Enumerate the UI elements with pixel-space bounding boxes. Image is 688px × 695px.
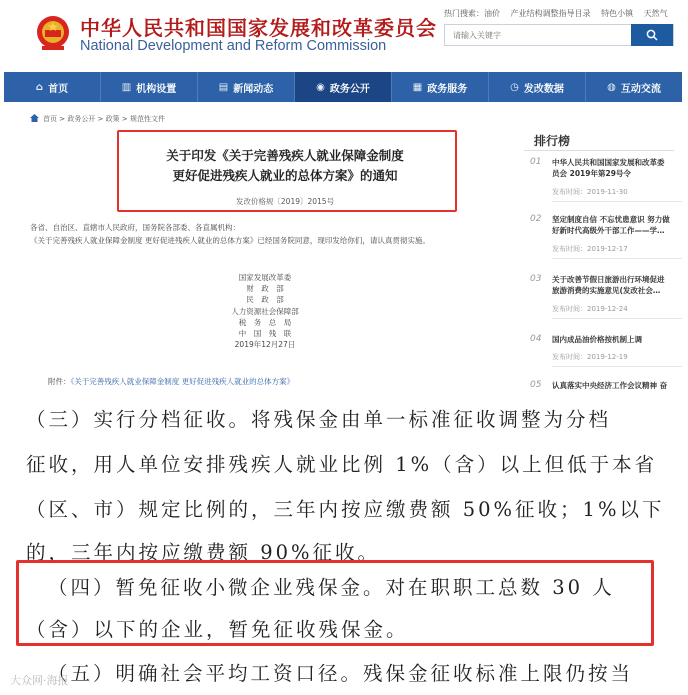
rank-date: 发布时间：2019-12-24: [552, 305, 628, 313]
nav-label: 互动交流: [620, 83, 661, 95]
nav-gov-affairs[interactable]: [295, 72, 392, 102]
service-icon: ▦: [412, 81, 423, 93]
home-icon[interactable]: [30, 114, 39, 122]
search-input[interactable]: [445, 25, 635, 45]
attachment-label: 附件：: [48, 377, 71, 386]
rank-headline: 中华人民共和国国家发展和改革委 员会 2019年第29号令: [552, 158, 665, 178]
nav-services[interactable]: [392, 72, 489, 102]
site-header: [0, 0, 688, 68]
title-line: 更好促进残疾人就业的总体方案》的通知: [172, 168, 398, 183]
search-box: [444, 24, 674, 46]
highlight-box-title: [117, 130, 457, 212]
building-icon: ▥: [121, 81, 132, 93]
rank-separator: [552, 258, 682, 259]
signature-line: 民 政 部: [246, 295, 284, 305]
rank-date: 发布时间：2019-11-30: [552, 188, 628, 196]
rank-separator: [552, 318, 682, 319]
ranking-divider: [524, 150, 674, 151]
site-name-cn: 中华人民共和国国家发展和改革委员会: [80, 16, 437, 40]
zoom-text-line: （三）实行分档征收。将残保金由单一标准征收调整为分档: [26, 408, 612, 431]
doc-number: 发改价格规〔2019〕2015号: [235, 197, 335, 206]
addressee: 各省、自治区、直辖市人民政府，国务院各部委、各直属机构：: [30, 223, 240, 232]
ranking-title: 排行榜: [534, 134, 571, 148]
rank-date: 发布时间：2019-12-19: [552, 353, 628, 361]
signature-line: 国家发展改革委: [238, 273, 292, 282]
hot-link[interactable]: 热门搜索：油价: [444, 9, 500, 18]
nav-news[interactable]: [198, 72, 295, 102]
attachment: [48, 376, 294, 387]
site-name-en: National Development and Reform Commission: [80, 38, 387, 54]
national-emblem-icon: [36, 14, 70, 52]
hot-link[interactable]: 天然气: [643, 9, 668, 18]
hot-search-links: [444, 8, 676, 19]
nav-label: 机构设置: [136, 83, 177, 95]
rank-separator: [552, 366, 682, 367]
rank-date: 发布时间：2019-12-17: [552, 245, 628, 253]
zoom-text-line: 的，三年内按应缴费额 90%征收。: [26, 541, 381, 564]
rank-number: 03: [530, 274, 542, 284]
search-icon: [646, 29, 658, 41]
title-line: 关于印发《关于完善残疾人就业保障金制度: [166, 148, 404, 163]
zoom-text-line: 征收，用人单位安排残疾人就业比例 1%（含）以上但低于本省: [26, 453, 658, 476]
nav-organization[interactable]: [101, 72, 198, 102]
rank-headline: 认真落实中央经济工作会议精神 奋: [552, 381, 668, 390]
rank-headline: 关于改善节假日旅游出行环境促进 旅游消费的实施意见(发改社会…: [552, 275, 665, 295]
breadcrumb: [30, 114, 165, 124]
rank-headline: 坚定制度自信 不忘忧患意识 努力做 好新时代高级外干部工作——学…: [552, 215, 670, 235]
signature-line: 财 政 部: [246, 284, 284, 294]
home-icon: ⌂: [35, 81, 44, 93]
rank-number: 02: [530, 214, 542, 224]
highlight-box-paragraph: [16, 560, 654, 646]
rank-number: 04: [530, 334, 542, 344]
zoom-text-line: （五）明确社会平均工资口径。残保金征收标准上限仍按当: [48, 662, 634, 685]
main-nav: [4, 72, 682, 102]
rank-number: 01: [530, 157, 542, 167]
attachment-link[interactable]: 《关于完善残疾人就业保障金制度 更好促进残疾人就业的总体方案》: [70, 377, 295, 386]
signature-line: 中 国 残 联: [238, 329, 292, 339]
rank-headline: 国内成品油价格按机制上调: [552, 335, 642, 344]
article-body: 《关于完善残疾人就业保障金制度 更好促进残疾人就业的总体方案》已经国务院同意，现印发给你们，请认真贯彻实施。: [30, 236, 430, 245]
zoom-text-line-highlighted: （四）暂免征收小微企业残保金。对在职职工总数 30 人: [48, 576, 615, 599]
nav-home[interactable]: [4, 72, 101, 102]
nav-label: 政务服务: [427, 83, 468, 95]
document-icon: ◉: [316, 81, 325, 93]
rank-number: 05: [530, 380, 542, 390]
hot-link[interactable]: 特色小镇: [601, 9, 634, 18]
signature-line: 税 务 总 局: [238, 317, 292, 327]
nav-label: 首页: [48, 83, 69, 95]
chat-icon: ◍: [607, 81, 616, 93]
data-icon: ◷: [510, 81, 519, 93]
nav-label: 发改数据: [523, 83, 564, 95]
search-button[interactable]: [631, 24, 673, 46]
hot-link[interactable]: 产业结构调整指导目录: [510, 9, 591, 18]
nav-label: 新闻动态: [233, 83, 274, 95]
nav-interaction[interactable]: [586, 72, 682, 102]
rank-separator: [552, 201, 682, 202]
signature-date: 2019年12月27日: [234, 340, 296, 350]
news-icon: ▤: [218, 81, 229, 93]
watermark: 大众网·海报: [10, 674, 69, 687]
nav-data[interactable]: [489, 72, 586, 102]
zoom-text-line: （区、市）规定比例的，三年内按应缴费额 50%征收；1%以下: [26, 498, 665, 521]
breadcrumb-text[interactable]: 首页 > 政务公开 > 政策 > 规范性文件: [43, 115, 165, 123]
signature-line: 人力资源社会保障部: [231, 306, 299, 316]
signatures: [220, 272, 310, 350]
nav-label: 政务公开: [329, 83, 370, 95]
zoom-text-line-highlighted: （含）以下的企业，暂免征收残保金。: [26, 618, 409, 641]
